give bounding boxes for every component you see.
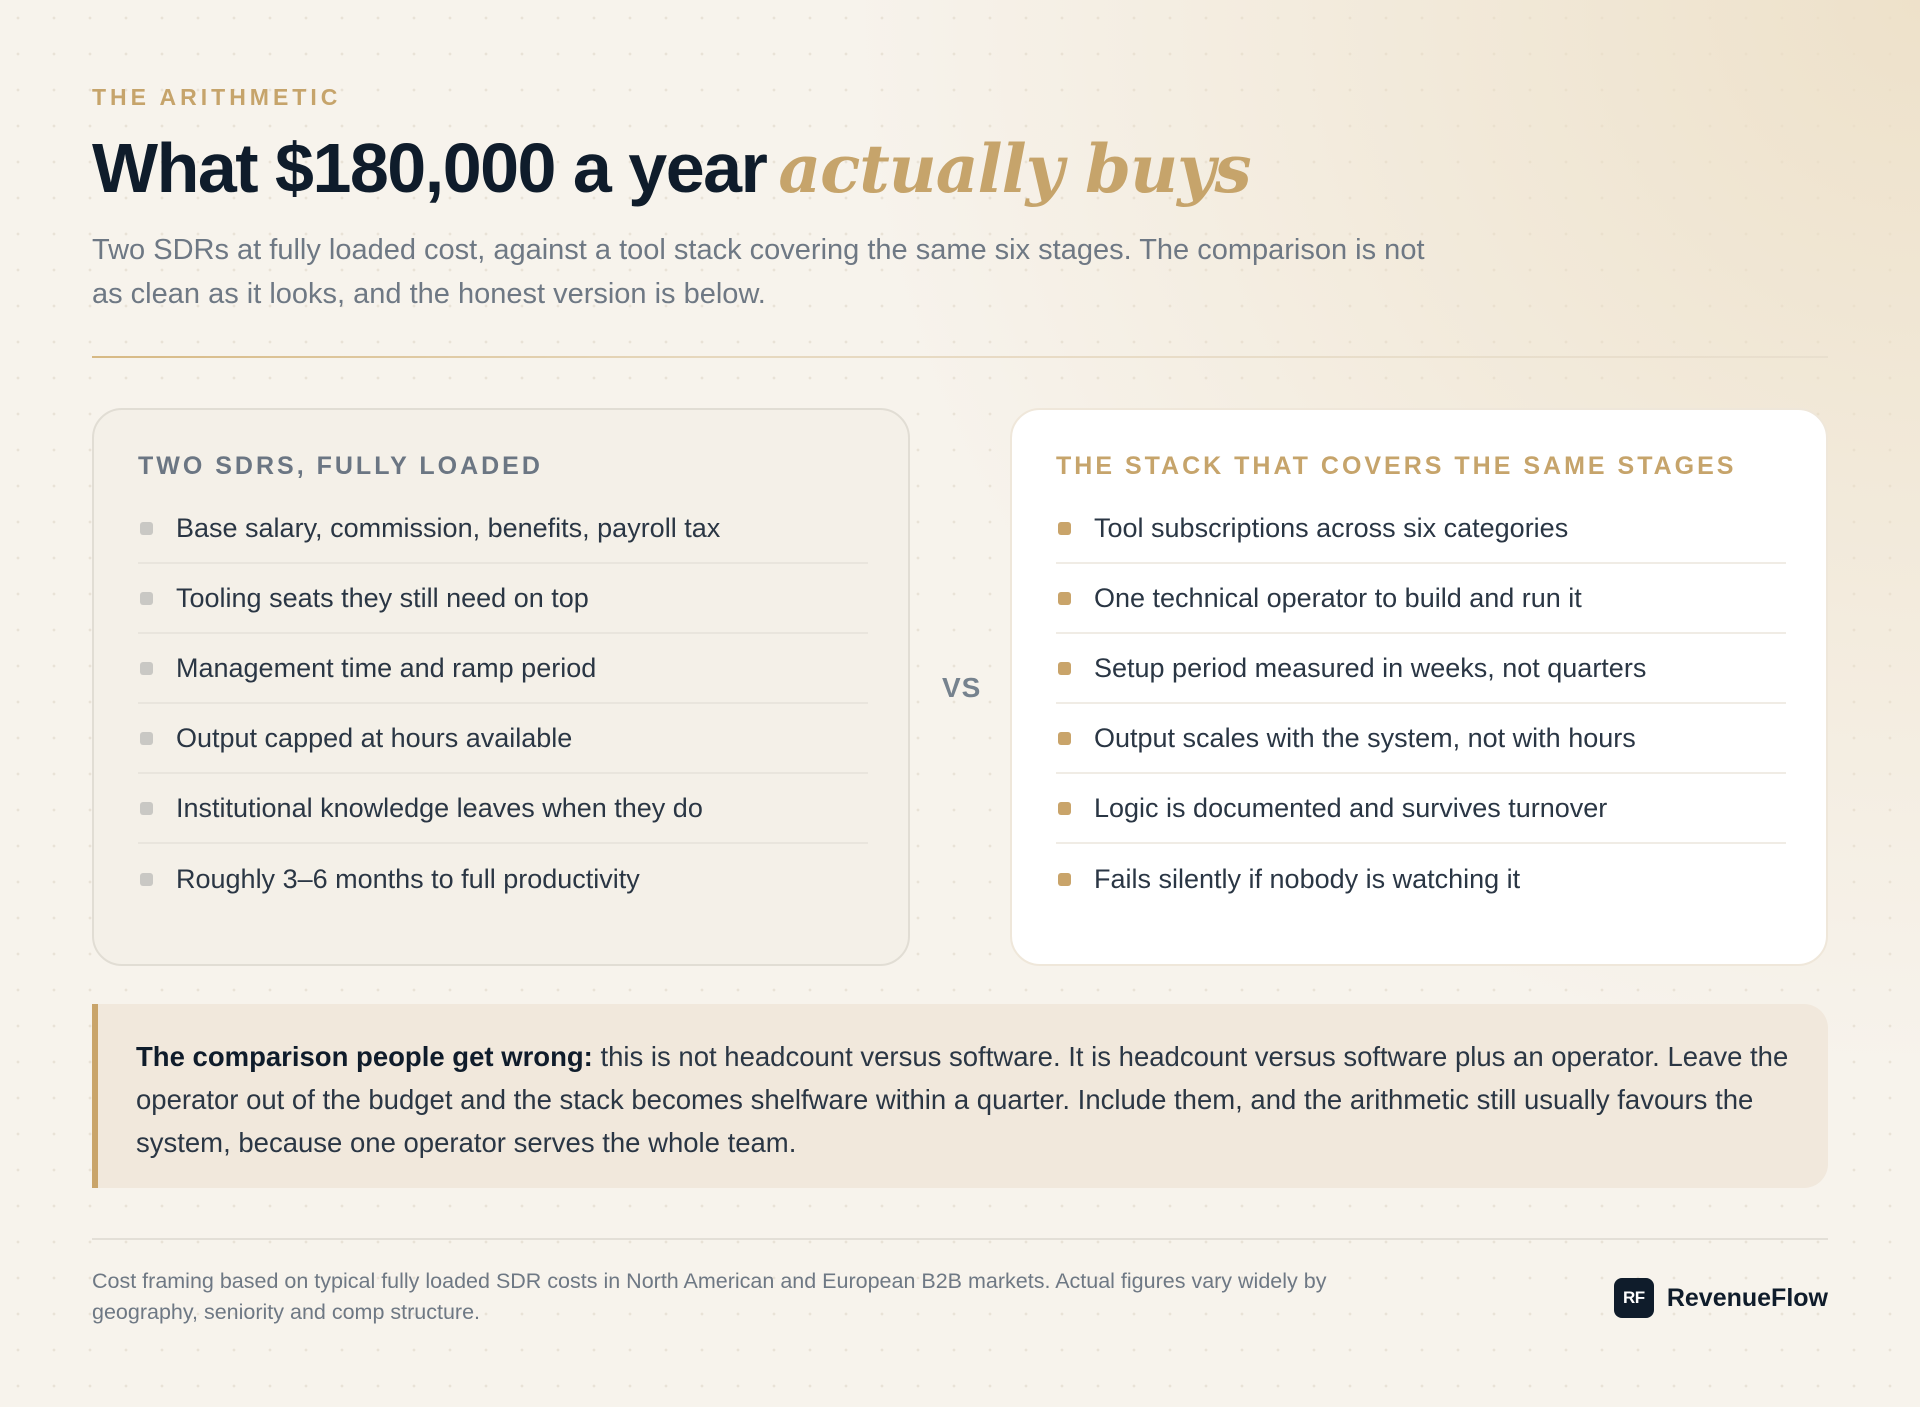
list-item-text: Fails silently if nobody is watching it [1094,863,1521,894]
list-item [1056,774,1786,844]
callout-body: this is not headcount versus software. It is headcount versus software plus an operator. Leave the operator out of the budget and the stack becomes shelfware within a quarter. Include them, and the arithmetic still usually favours the system, because one operator serves the whole team. [136,1041,1789,1158]
eyebrow-label: THE ARITHMETIC [92,84,342,110]
bullet-icon [1058,802,1071,815]
bullet-icon [140,802,153,815]
bullet-icon [1058,592,1071,605]
stack-item-list [1056,494,1786,914]
bullet-icon [1058,873,1071,886]
sdr-cost-card [92,408,910,966]
stack-card-title: THE STACK THAT COVERS THE SAME STAGES [1056,452,1737,480]
page-title [92,128,1251,208]
list-item-text: Setup period measured in weeks, not quarters [1094,652,1647,683]
bullet-icon [140,873,153,886]
intro-text: Two SDRs at fully loaded cost, against a tool stack covering the same six stages. The comparison is not as clean as it looks, and the honest version is below. [92,234,1425,310]
bullet-icon [1058,662,1071,675]
list-item [1056,494,1786,564]
list-item-text: Base salary, commission, benefits, payroll tax [176,512,721,543]
list-item [138,564,868,634]
bullet-icon [140,662,153,675]
bullet-icon [140,732,153,745]
brand-name: RevenueFlow [1666,1283,1828,1312]
list-item [1056,704,1786,774]
footnote: Cost framing based on typical fully loaded SDR costs in North American and European B2B markets. Actual figures vary widely by geography, seniority and comp structure. [92,1269,1327,1324]
sdr-item-list [138,494,868,914]
list-item [138,774,868,844]
footer-divider [92,1238,1828,1240]
brand-logo [1614,1278,1828,1318]
list-item-text: Management time and ramp period [176,652,597,683]
list-item [138,494,868,564]
list-item [1056,844,1786,914]
tool-stack-card [1010,408,1828,966]
list-item-text: Roughly 3–6 months to full productivity [176,863,640,894]
vs-label: VS [942,672,982,703]
bullet-icon [1058,522,1071,535]
bullet-icon [1058,732,1071,745]
list-item-text: Tooling seats they still need on top [176,582,589,613]
list-item-text: Output scales with the system, not with hours [1094,722,1636,753]
list-item-text: Output capped at hours available [176,722,573,753]
sdr-card-title: TWO SDRS, FULLY LOADED [138,452,543,480]
callout-box [92,1004,1828,1188]
bullet-icon [140,592,153,605]
callout-text [136,1035,1796,1164]
callout-lead: The comparison people get wrong: [136,1041,593,1072]
list-item [138,634,868,704]
list-item-text: Logic is documented and survives turnover [1094,792,1608,823]
header-divider [92,356,1828,358]
title-main: What $180,000 a year [92,129,767,207]
list-item-text: One technical operator to build and run it [1094,582,1582,613]
bullet-icon [140,522,153,535]
list-item [1056,634,1786,704]
brand-mark-icon: RF [1614,1278,1654,1318]
list-item-text: Tool subscriptions across six categories [1094,512,1569,543]
list-item [1056,564,1786,634]
page [92,0,1828,1407]
list-item [138,704,868,774]
list-item [138,844,868,914]
list-item-text: Institutional knowledge leaves when they do [176,792,703,823]
title-accent: actually buys [778,130,1251,208]
